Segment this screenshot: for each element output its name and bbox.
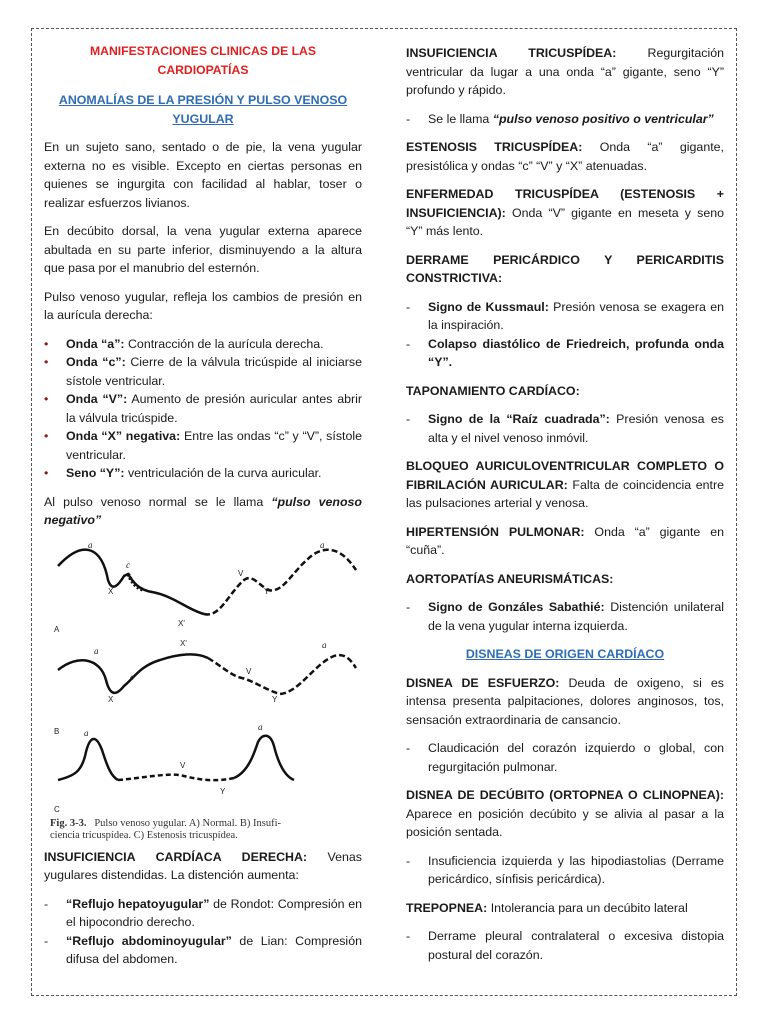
label-B: B: [54, 726, 60, 736]
pericardial-signs-list: [406, 298, 724, 372]
label-c: c: [130, 671, 134, 682]
paragraph-dorsal-decubitus: En decúbito dorsal, la vena yugular externa aparece abultada en su parte inferior, disminuyendo a la altura que pasa por el manubrio del esternón.: [44, 224, 362, 275]
reflux-list: [44, 895, 362, 969]
list-item: - Colapso diastólico de Friedreich, profunda onda “Y”.: [406, 335, 724, 372]
list-item: - “Reflujo hepatoyugular” de Rondot: Compresión en el hipocondrio derecho.: [44, 895, 362, 932]
label-a2: a: [258, 721, 263, 732]
section-title-dyspnea: DISNEAS DE ORIGEN CARDÍACO: [465, 647, 665, 661]
list-item: - Signo de Gonzáles Sabathié: Distención unilateral de la vena yugular interna izquierda.: [406, 598, 724, 635]
list-item: • Onda “V”: Aumento de presión auricular antes abrir la válvula tricúspide.: [44, 390, 362, 427]
paragraph-tricuspid-insufficiency: INSUFICIENCIA TRICUSPÍDEA: Regurgitación ventricular da lugar a una onda “a” gigante, seno “Y” profundo y rápido.: [406, 46, 724, 97]
paragraph-exertional-dyspnea: DISNEA DE ESFUERZO: Deuda de oxigeno, si es intensa presenta palpitaciones, dolores anginosos, tos, sensación extraordinaria de cansancio.: [406, 675, 725, 727]
paragraph-pulmonary-hypertension: HIPERTENSIÓN PULMONAR: Onda “a” gigante en “cuña”.: [406, 524, 724, 557]
list-item: - “Reflujo abdominoyugular” de Lian: Compresión difusa del abdomen.: [44, 932, 362, 969]
label-a2: a: [320, 539, 325, 550]
venous-pulse-figure: [44, 540, 362, 840]
wave-list: [44, 335, 362, 483]
list-item: - Insuficiencia izquierda y las hipodiastolias (Derrame pericárdico, sínfisis pericárdica).: [406, 852, 724, 889]
label-A: A: [54, 624, 60, 634]
paragraph-right-heart-failure: INSUFICIENCIA CARDÍACA DERECHA: Venas yugulares distendidas. La distención aumenta:: [44, 849, 362, 882]
label-y: Y: [272, 694, 278, 704]
label-c: c: [126, 559, 130, 570]
label-a: a: [88, 539, 93, 550]
orthopnea-list: [406, 852, 724, 889]
section-title-venous-pulse: ANOMALÍAS DE LA PRESIÓN Y PULSO VENOSO YUGULAR: [58, 93, 348, 126]
list-item: - Derrame pleural contralateral o excesiva distopia postural del corazón.: [406, 927, 724, 964]
positive-pulse-list: [406, 110, 724, 129]
label-v: V: [180, 760, 186, 770]
label-a: a: [94, 645, 99, 656]
label-x: X: [108, 586, 114, 596]
figure-caption: Fig. 3-3. Pulso venoso yugular. A) Normal. B) Insufi- ciencia tricuspídea. C) Estenosis tricuspídea.: [50, 817, 281, 841]
paragraph-tricuspid-stenosis: ESTENOSIS TRICUSPÍDEA: Onda “a” gigante, presistólica y ondas “c” “V” y “X” atenuadas.: [406, 140, 724, 173]
list-item: • Onda “a”: Contracción de la aurícula derecha.: [44, 335, 362, 354]
paragraph-trepopnea: TREPOPNEA: Intolerancia para un decúbito lateral: [406, 900, 688, 915]
label-C: C: [54, 804, 60, 814]
paragraph-venous-pulse-intro: Pulso venoso yugular, refleja los cambios de presión en la aurícula derecha:: [44, 289, 362, 322]
trepopnea-list: [406, 927, 724, 964]
label-a: a: [84, 727, 89, 738]
list-item: • Onda “c”: Cierre de la válvula tricúspide al iniciarse sístole ventricular.: [44, 353, 362, 390]
exertional-dyspnea-list: [406, 739, 724, 776]
label-v: V: [246, 666, 252, 676]
list-item: - Claudicación del corazón izquierdo o global, con regurgitación pulmonar.: [406, 739, 724, 776]
label-xp: X': [178, 618, 185, 628]
right-column: [406, 44, 724, 974]
list-item: - Signo de la “Raíz cuadrada”: Presión venosa es alta y el nivel venoso inmóvil.: [406, 410, 724, 447]
list-item: • Seno “Y”: ventriculación de la curva auricular.: [44, 464, 362, 483]
label-a2: a: [322, 639, 327, 650]
document-title: MANIFESTACIONES CLINICAS DE LAS CARDIOPATÍAS: [90, 44, 316, 77]
paragraph-tricuspid-disease: ENFERMEDAD TRICUSPÍDEA (ESTENOSIS + INSUFICIENCIA): Onda “V” gigante en meseta y seno “Y” más lento.: [406, 187, 724, 238]
paragraph-healthy-subject: En un sujeto sano, sentado o de pie, la vena yugular externa no es visible. Excepto en ciertas personas en quienes se ingurgita con facilidad al hablar, toser o realizar esfuerzos livianos.: [44, 140, 362, 210]
paragraph-pericardial-effusion: DERRAME PERICÁRDICO Y PERICARDITIS CONSTRICTIVA:: [406, 252, 724, 285]
list-item: - Signo de Kussmaul: Presión venosa se exagera en la inspiración.: [406, 298, 724, 335]
aortopathy-signs-list: [406, 598, 724, 635]
list-item: • Onda “X” negativa: Entre las ondas “c” y “V”, sístole ventricular.: [44, 427, 362, 464]
paragraph-av-block: BLOQUEO AURICULOVENTRICULAR COMPLETO O FIBRILACIÓN AURICULAR: Falta de coincidencia entre las pulsaciones arterial y venosa.: [406, 459, 724, 510]
label-y: Y: [220, 786, 226, 796]
label-x: X: [108, 694, 114, 704]
paragraph-cardiac-tamponade: TAPONAMIENTO CARDÍACO:: [406, 383, 580, 398]
venous-pulse-waveforms: [44, 540, 362, 816]
paragraph-negative-pulse: Al pulso venoso normal se le llama “pulso venoso negativo”: [44, 494, 362, 527]
label-xp: X': [180, 638, 187, 648]
tamponade-signs-list: [406, 410, 724, 447]
list-item: - Se le llama “pulso venoso positivo o ventricular”: [406, 110, 724, 129]
left-column: [44, 40, 362, 979]
label-y: Y: [264, 586, 270, 596]
paragraph-orthopnea: DISNEA DE DECÚBITO (ORTOPNEA O CLINOPNEA): Aparece en posición decúbito y se alivia al pasar a la posición sentada.: [406, 788, 724, 839]
label-v: V: [238, 568, 244, 578]
waveform-c-stenosis: [58, 738, 118, 779]
paragraph-aneurysmal-aortopathy: AORTOPATÍAS ANEURISMÁTICAS:: [406, 571, 614, 586]
